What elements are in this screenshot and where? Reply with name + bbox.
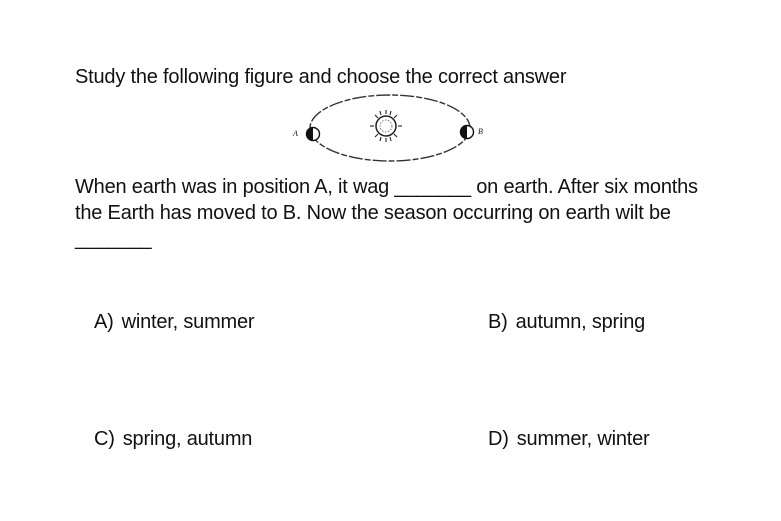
instruction-text: Study the following figure and choose the correct answer bbox=[75, 66, 567, 88]
label-b: B bbox=[478, 127, 483, 136]
option-b-text: autumn, spring bbox=[515, 311, 646, 333]
option-a-letter: A) bbox=[94, 311, 114, 333]
option-d-text: summer, winter bbox=[516, 428, 650, 450]
earth-icon bbox=[461, 126, 474, 139]
option-c[interactable] bbox=[94, 428, 252, 451]
option-b[interactable] bbox=[488, 311, 645, 334]
label-a: A bbox=[293, 129, 298, 138]
orbit-diagram bbox=[280, 88, 500, 170]
earth-icon bbox=[307, 128, 320, 141]
question-text: When earth was in position A, it wag _______ on earth. After six months the Earth has moved to B. Now the season occurring on earth wilt be _______ bbox=[75, 176, 698, 250]
option-d-letter: D) bbox=[488, 428, 509, 450]
option-c-text: spring, autumn bbox=[122, 428, 253, 450]
earth-orbit-figure bbox=[280, 88, 500, 170]
option-b-letter: B) bbox=[488, 311, 508, 333]
option-a[interactable] bbox=[94, 311, 254, 334]
option-c-letter: C) bbox=[94, 428, 115, 450]
option-a-text: winter, summer bbox=[121, 311, 255, 333]
sun-icon bbox=[370, 110, 402, 142]
option-d[interactable] bbox=[488, 428, 650, 451]
